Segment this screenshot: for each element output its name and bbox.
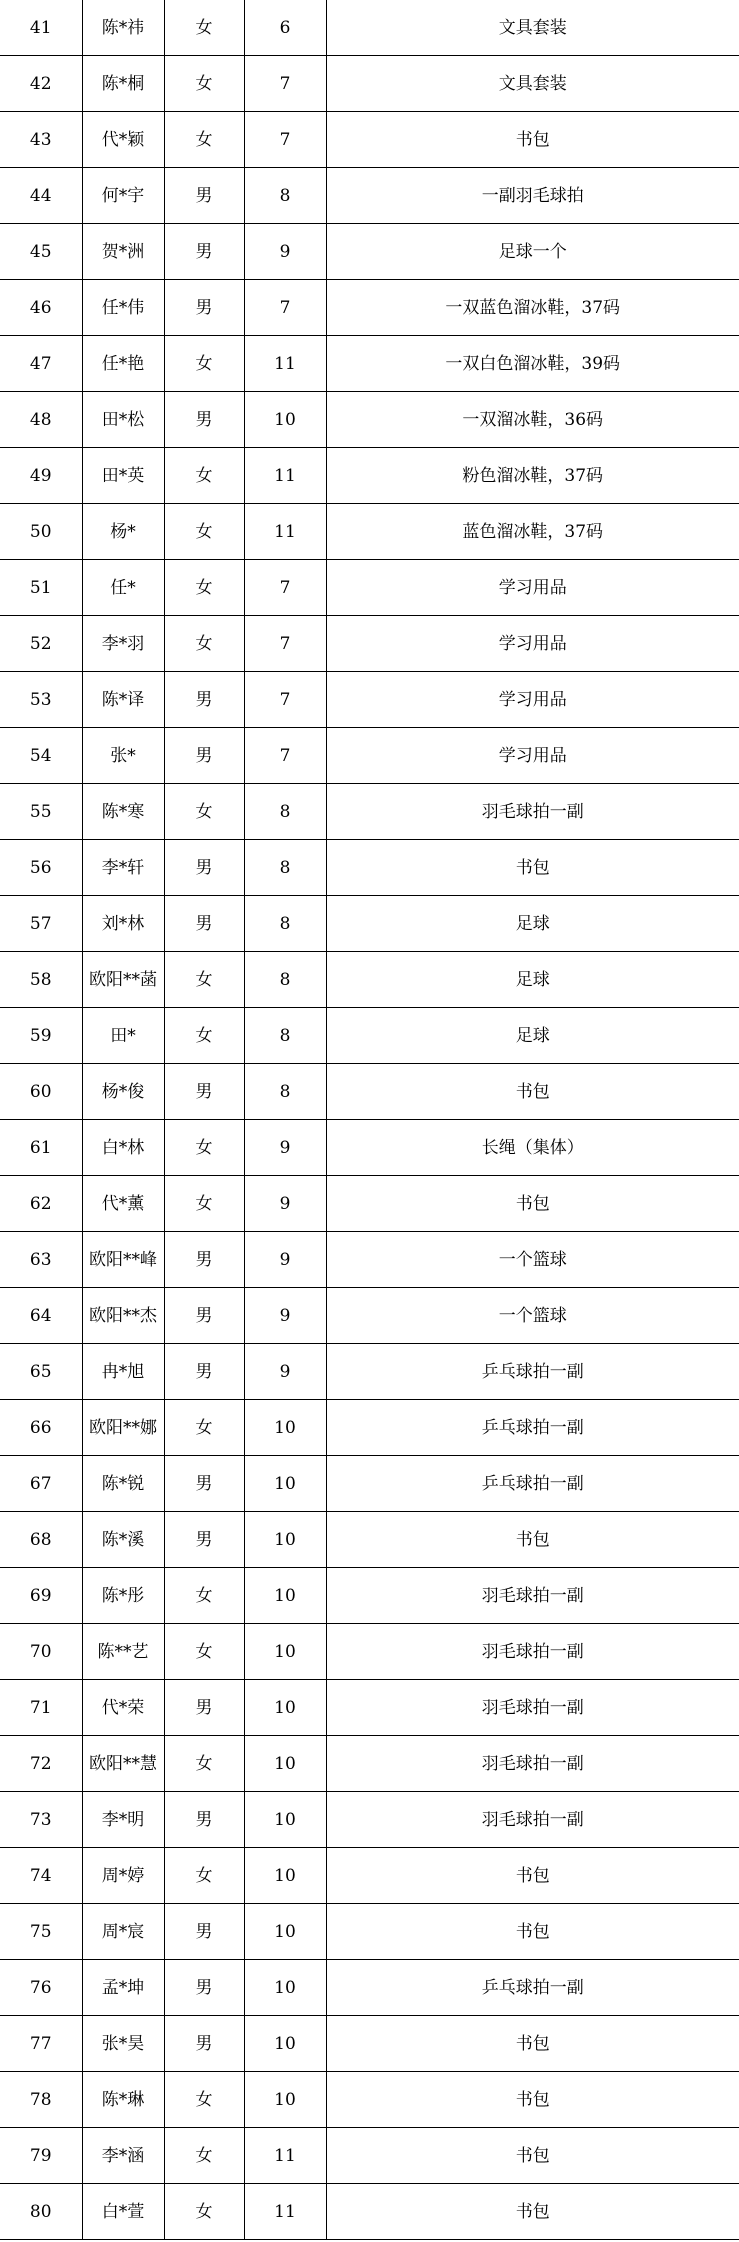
table-row (0, 280, 739, 336)
gender-cell: 女 (164, 1624, 244, 1680)
age-cell: 10 (244, 1456, 326, 1512)
wish-gift-cell: 书包 (326, 112, 739, 168)
gender-cell: 男 (164, 392, 244, 448)
row-number-cell: 56 (0, 840, 82, 896)
row-number-cell: 72 (0, 1736, 82, 1792)
gender-cell: 男 (164, 1904, 244, 1960)
wish-gift-cell: 羽毛球拍一副 (326, 1680, 739, 1736)
child-name-cell: 代*荣 (82, 1680, 164, 1736)
row-number-cell: 45 (0, 224, 82, 280)
child-name-cell: 周*婷 (82, 1848, 164, 1904)
table-row (0, 728, 739, 784)
gender-cell: 女 (164, 2128, 244, 2184)
gender-cell: 女 (164, 0, 244, 56)
age-cell: 10 (244, 1960, 326, 2016)
age-cell: 9 (244, 1176, 326, 1232)
gender-cell: 男 (164, 168, 244, 224)
table-row (0, 1736, 739, 1792)
wish-gift-cell: 书包 (326, 1904, 739, 1960)
gender-cell: 女 (164, 2184, 244, 2240)
row-number-cell: 78 (0, 2072, 82, 2128)
child-name-cell: 陈*溪 (82, 1512, 164, 1568)
wish-gift-cell: 乒乓球拍一副 (326, 1456, 739, 1512)
child-name-cell: 陈*译 (82, 672, 164, 728)
row-number-cell: 63 (0, 1232, 82, 1288)
wish-gift-cell: 书包 (326, 2184, 739, 2240)
wish-gift-cell: 文具套装 (326, 56, 739, 112)
row-number-cell: 58 (0, 952, 82, 1008)
row-number-cell: 70 (0, 1624, 82, 1680)
child-name-cell: 孟*坤 (82, 1960, 164, 2016)
row-number-cell: 41 (0, 0, 82, 56)
child-name-cell: 李*涵 (82, 2128, 164, 2184)
wish-gift-cell: 书包 (326, 1176, 739, 1232)
wish-gift-cell: 乒乓球拍一副 (326, 1400, 739, 1456)
wish-gift-cell: 学习用品 (326, 728, 739, 784)
table-row (0, 504, 739, 560)
age-cell: 7 (244, 560, 326, 616)
age-cell: 10 (244, 2016, 326, 2072)
age-cell: 10 (244, 1848, 326, 1904)
table-row (0, 1680, 739, 1736)
table-row (0, 1400, 739, 1456)
age-cell: 10 (244, 1904, 326, 1960)
child-name-cell: 任*伟 (82, 280, 164, 336)
table-row (0, 2128, 739, 2184)
wish-gift-cell: 一副羽毛球拍 (326, 168, 739, 224)
row-number-cell: 60 (0, 1064, 82, 1120)
gender-cell: 女 (164, 784, 244, 840)
age-cell: 11 (244, 2128, 326, 2184)
gender-cell: 女 (164, 504, 244, 560)
child-name-cell: 欧阳**娜 (82, 1400, 164, 1456)
gender-cell: 女 (164, 448, 244, 504)
age-cell: 7 (244, 280, 326, 336)
child-name-cell: 陈*寒 (82, 784, 164, 840)
table-row (0, 448, 739, 504)
child-name-cell: 杨* (82, 504, 164, 560)
wish-gift-cell: 书包 (326, 2016, 739, 2072)
gender-cell: 女 (164, 336, 244, 392)
row-number-cell: 54 (0, 728, 82, 784)
row-number-cell: 62 (0, 1176, 82, 1232)
wish-gift-cell: 蓝色溜冰鞋，37码 (326, 504, 739, 560)
row-number-cell: 64 (0, 1288, 82, 1344)
child-name-cell: 陈*琳 (82, 2072, 164, 2128)
gender-cell: 男 (164, 224, 244, 280)
row-number-cell: 71 (0, 1680, 82, 1736)
age-cell: 8 (244, 1064, 326, 1120)
age-cell: 9 (244, 1232, 326, 1288)
age-cell: 10 (244, 1568, 326, 1624)
row-number-cell: 68 (0, 1512, 82, 1568)
age-cell: 7 (244, 728, 326, 784)
child-name-cell: 陈*祎 (82, 0, 164, 56)
table-row (0, 0, 739, 56)
wish-gift-cell: 学习用品 (326, 560, 739, 616)
age-cell: 8 (244, 952, 326, 1008)
wish-gift-cell: 足球一个 (326, 224, 739, 280)
wish-gift-cell: 学习用品 (326, 672, 739, 728)
row-number-cell: 69 (0, 1568, 82, 1624)
table-row (0, 784, 739, 840)
child-name-cell: 李*轩 (82, 840, 164, 896)
child-name-cell: 田*英 (82, 448, 164, 504)
table-row (0, 1008, 739, 1064)
child-name-cell: 陈*桐 (82, 56, 164, 112)
wish-gift-cell: 羽毛球拍一副 (326, 1792, 739, 1848)
age-cell: 6 (244, 0, 326, 56)
row-number-cell: 49 (0, 448, 82, 504)
table-row (0, 1960, 739, 2016)
table-row (0, 1792, 739, 1848)
row-number-cell: 52 (0, 616, 82, 672)
child-name-cell: 刘*林 (82, 896, 164, 952)
age-cell: 10 (244, 1400, 326, 1456)
table-row (0, 1120, 739, 1176)
age-cell: 11 (244, 504, 326, 560)
table-row (0, 1288, 739, 1344)
age-cell: 10 (244, 1736, 326, 1792)
table-row (0, 392, 739, 448)
age-cell: 9 (244, 224, 326, 280)
row-number-cell: 51 (0, 560, 82, 616)
gender-cell: 男 (164, 1288, 244, 1344)
age-cell: 8 (244, 1008, 326, 1064)
row-number-cell: 61 (0, 1120, 82, 1176)
gender-cell: 女 (164, 1568, 244, 1624)
wish-gift-cell: 一双白色溜冰鞋，39码 (326, 336, 739, 392)
wish-gift-cell: 粉色溜冰鞋，37码 (326, 448, 739, 504)
wish-gift-cell: 书包 (326, 840, 739, 896)
gender-cell: 女 (164, 560, 244, 616)
gender-cell: 男 (164, 1960, 244, 2016)
gender-cell: 女 (164, 1008, 244, 1064)
table-row (0, 1512, 739, 1568)
gender-cell: 男 (164, 280, 244, 336)
gender-cell: 男 (164, 1512, 244, 1568)
wish-gift-cell: 足球 (326, 1008, 739, 1064)
row-number-cell: 74 (0, 1848, 82, 1904)
table-row (0, 1904, 739, 1960)
row-number-cell: 79 (0, 2128, 82, 2184)
gender-cell: 女 (164, 56, 244, 112)
table-row (0, 224, 739, 280)
gender-cell: 女 (164, 1120, 244, 1176)
wish-gift-cell: 书包 (326, 2072, 739, 2128)
child-name-cell: 何*宇 (82, 168, 164, 224)
gender-cell: 女 (164, 952, 244, 1008)
wish-gift-cell: 长绳（集体） (326, 1120, 739, 1176)
row-number-cell: 44 (0, 168, 82, 224)
wish-gift-cell: 文具套装 (326, 0, 739, 56)
table-row (0, 2184, 739, 2240)
child-name-cell: 任*艳 (82, 336, 164, 392)
age-cell: 9 (244, 1344, 326, 1400)
wish-gift-cell: 书包 (326, 2128, 739, 2184)
child-name-cell: 任* (82, 560, 164, 616)
row-number-cell: 73 (0, 1792, 82, 1848)
gender-cell: 女 (164, 616, 244, 672)
row-number-cell: 53 (0, 672, 82, 728)
child-name-cell: 欧阳**峰 (82, 1232, 164, 1288)
child-name-cell: 代*薰 (82, 1176, 164, 1232)
table-row (0, 1176, 739, 1232)
table-row (0, 2016, 739, 2072)
table-row (0, 952, 739, 1008)
gender-cell: 女 (164, 112, 244, 168)
gender-cell: 男 (164, 1680, 244, 1736)
wish-gift-cell: 足球 (326, 952, 739, 1008)
child-name-cell: 田*松 (82, 392, 164, 448)
age-cell: 8 (244, 784, 326, 840)
child-name-cell: 李*明 (82, 1792, 164, 1848)
wish-gift-cell: 一个篮球 (326, 1232, 739, 1288)
wish-gift-cell: 一双蓝色溜冰鞋，37码 (326, 280, 739, 336)
wish-gift-cell: 羽毛球拍一副 (326, 1568, 739, 1624)
wish-gift-cell: 一双溜冰鞋，36码 (326, 392, 739, 448)
table-row (0, 168, 739, 224)
age-cell: 10 (244, 2072, 326, 2128)
table-row (0, 672, 739, 728)
age-cell: 9 (244, 1288, 326, 1344)
child-name-cell: 张* (82, 728, 164, 784)
row-number-cell: 46 (0, 280, 82, 336)
table-row (0, 1568, 739, 1624)
age-cell: 7 (244, 56, 326, 112)
child-name-cell: 周*宸 (82, 1904, 164, 1960)
row-number-cell: 55 (0, 784, 82, 840)
gender-cell: 男 (164, 1456, 244, 1512)
table-row (0, 616, 739, 672)
gender-cell: 男 (164, 728, 244, 784)
gender-cell: 女 (164, 1176, 244, 1232)
age-cell: 10 (244, 392, 326, 448)
wish-gift-cell: 书包 (326, 1512, 739, 1568)
age-cell: 11 (244, 2184, 326, 2240)
row-number-cell: 67 (0, 1456, 82, 1512)
table-row (0, 896, 739, 952)
child-name-cell: 陈*彤 (82, 1568, 164, 1624)
row-number-cell: 76 (0, 1960, 82, 2016)
gender-cell: 女 (164, 1400, 244, 1456)
table-row (0, 56, 739, 112)
table-row (0, 1344, 739, 1400)
child-name-cell: 欧阳**杰 (82, 1288, 164, 1344)
row-number-cell: 77 (0, 2016, 82, 2072)
wish-gift-cell: 羽毛球拍一副 (326, 784, 739, 840)
age-cell: 7 (244, 616, 326, 672)
child-name-cell: 陈*锐 (82, 1456, 164, 1512)
table-row (0, 1232, 739, 1288)
wish-gift-cell: 书包 (326, 1064, 739, 1120)
age-cell: 7 (244, 672, 326, 728)
child-name-cell: 李*羽 (82, 616, 164, 672)
row-number-cell: 47 (0, 336, 82, 392)
gender-cell: 女 (164, 1736, 244, 1792)
child-name-cell: 代*颖 (82, 112, 164, 168)
table-row (0, 1848, 739, 1904)
table-row (0, 840, 739, 896)
row-number-cell: 48 (0, 392, 82, 448)
child-name-cell: 冉*旭 (82, 1344, 164, 1400)
wish-gift-cell: 乒乓球拍一副 (326, 1960, 739, 2016)
child-name-cell: 白*林 (82, 1120, 164, 1176)
gender-cell: 男 (164, 1344, 244, 1400)
age-cell: 8 (244, 896, 326, 952)
row-number-cell: 80 (0, 2184, 82, 2240)
gender-cell: 男 (164, 1232, 244, 1288)
age-cell: 8 (244, 168, 326, 224)
child-name-cell: 贺*洲 (82, 224, 164, 280)
table-row (0, 1456, 739, 1512)
age-cell: 9 (244, 1120, 326, 1176)
row-number-cell: 65 (0, 1344, 82, 1400)
table-row (0, 336, 739, 392)
row-number-cell: 59 (0, 1008, 82, 1064)
table-row (0, 2072, 739, 2128)
gender-cell: 男 (164, 2016, 244, 2072)
child-name-cell: 田* (82, 1008, 164, 1064)
row-number-cell: 43 (0, 112, 82, 168)
age-cell: 8 (244, 840, 326, 896)
child-name-cell: 欧阳**慧 (82, 1736, 164, 1792)
table-row (0, 1064, 739, 1120)
table-row (0, 112, 739, 168)
age-cell: 10 (244, 1512, 326, 1568)
wish-gift-cell: 书包 (326, 1848, 739, 1904)
child-name-cell: 张*昊 (82, 2016, 164, 2072)
row-number-cell: 57 (0, 896, 82, 952)
gender-cell: 男 (164, 1064, 244, 1120)
row-number-cell: 42 (0, 56, 82, 112)
table-row (0, 560, 739, 616)
gender-cell: 男 (164, 672, 244, 728)
row-number-cell: 75 (0, 1904, 82, 1960)
wish-gift-cell: 一个篮球 (326, 1288, 739, 1344)
row-number-cell: 66 (0, 1400, 82, 1456)
wish-gift-cell: 羽毛球拍一副 (326, 1624, 739, 1680)
age-cell: 10 (244, 1624, 326, 1680)
age-cell: 11 (244, 448, 326, 504)
age-cell: 7 (244, 112, 326, 168)
child-name-cell: 欧阳**菡 (82, 952, 164, 1008)
gender-cell: 女 (164, 1848, 244, 1904)
wish-gift-cell: 足球 (326, 896, 739, 952)
age-cell: 11 (244, 336, 326, 392)
wish-gift-cell: 羽毛球拍一副 (326, 1736, 739, 1792)
child-name-cell: 白*萱 (82, 2184, 164, 2240)
wish-gift-cell: 学习用品 (326, 616, 739, 672)
wish-gift-cell: 乒乓球拍一副 (326, 1344, 739, 1400)
age-cell: 10 (244, 1792, 326, 1848)
row-number-cell: 50 (0, 504, 82, 560)
table-row (0, 1624, 739, 1680)
gender-cell: 女 (164, 2072, 244, 2128)
gender-cell: 男 (164, 840, 244, 896)
age-cell: 10 (244, 1680, 326, 1736)
gender-cell: 男 (164, 896, 244, 952)
child-name-cell: 杨*俊 (82, 1064, 164, 1120)
child-name-cell: 陈**艺 (82, 1624, 164, 1680)
gender-cell: 男 (164, 1792, 244, 1848)
